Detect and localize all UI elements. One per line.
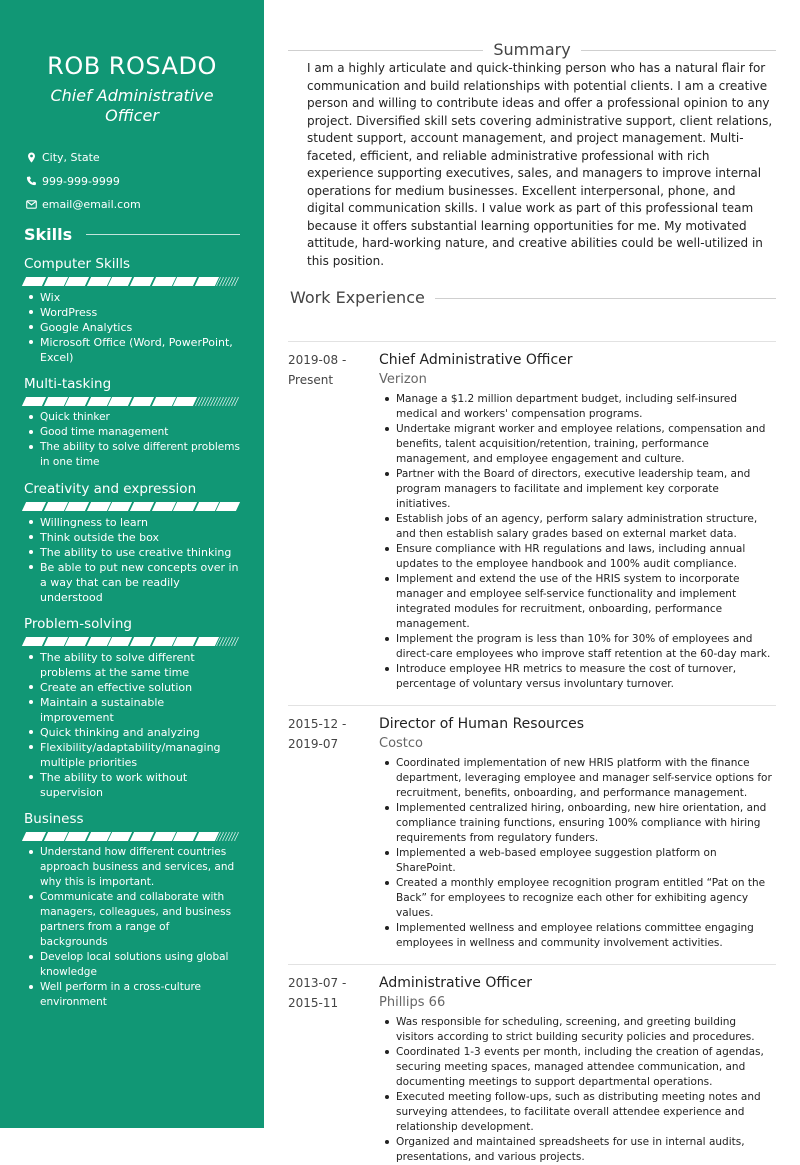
skills-heading-label: Skills [24, 224, 73, 244]
job-title: Director of Human Resources [379, 716, 585, 732]
skill-level-segment [43, 832, 67, 841]
skill-level-segment [65, 277, 89, 286]
job-bullet: Manage a $1.2 million department budget, including self-insured medical and workers' compensation programs. [383, 392, 776, 422]
skill-item: Well perform in a cross-culture environment [28, 980, 240, 1010]
phone-text: 999-999-9999 [42, 174, 120, 188]
candidate-name: ROB ROSADO [47, 52, 217, 80]
skill-level-segment [87, 397, 111, 406]
job-date-start: 2019-08 - [288, 353, 347, 367]
skill-block [24, 810, 240, 1010]
skill-level-segment [173, 277, 197, 286]
skill-level-segment [22, 277, 46, 286]
skill-level-segment [130, 277, 154, 286]
skill-level-segment [216, 277, 240, 286]
job-date-end: Present [288, 373, 334, 387]
skill-item: Microsoft Office (Word, PowerPoint, Excel) [28, 335, 240, 365]
skill-level-segment [65, 502, 89, 511]
skill-level-segment [195, 637, 219, 646]
job-bullet: Implement and extend the use of the HRIS system to incorporate manager and employee self-service functionality and implement integrated modules for recruitment, onboarding, performance management. [383, 572, 776, 632]
job-bullet: Implemented centralized hiring, onboarding, new hire orientation, and compliance training functions, ensuring 100% compliance with hiring requirements from regulatory funders. [383, 801, 776, 846]
job-bullet-list [379, 756, 776, 951]
skill-name: Computer Skills [24, 255, 131, 272]
skill-level-segment [195, 397, 219, 406]
skill-item: Develop local solutions using global knowledge [28, 950, 240, 980]
skill-item-list [24, 650, 240, 800]
skill-level-segment [108, 502, 132, 511]
skill-level-segment [130, 832, 154, 841]
skill-item: Be able to put new concepts over in a way that can be readily understood [28, 560, 240, 605]
summary-text: I am a highly articulate and quick-thinking person who has a natural flair for communication and build relationships with potential clients. I am a creative person and willing to contribute ideas and offer a professional opinion to any project. Diversified skill sets covering administrative support, client relations, student support, account management, and project management. Multi-faceted, efficient, and reliable administrative professional with rich experience supporting executives, sales, and managers to improve internal operations for medium businesses. Excellent interpersonal, phone, and digital communication skills. I value work as part of this professional team because it offers substantial learning opportunities for me. My motivated attitude, hard-working nature, and creative abilities could be well-utilized in this position. [307, 61, 773, 268]
skill-item: The ability to solve different problems at the same time [28, 650, 240, 680]
skill-level-segment [65, 832, 89, 841]
skill-name: Multi-tasking [24, 375, 112, 392]
skills-list [24, 255, 240, 1010]
skill-item: WordPress [28, 305, 240, 320]
skill-level-segment [87, 277, 111, 286]
candidate-title: Chief Administrative Officer [50, 86, 214, 125]
skill-level-segment [87, 637, 111, 646]
job-bullet: Implemented a web-based employee suggestion platform on SharePoint. [383, 846, 776, 876]
job-bullet-list [379, 392, 776, 692]
location-pin-icon [26, 152, 37, 163]
skill-level-segment [108, 832, 132, 841]
job-dates [288, 973, 379, 1165]
sidebar [0, 0, 264, 1128]
skill-block [24, 375, 240, 470]
skill-level-segment [108, 637, 132, 646]
job-bullet: Implemented wellness and employee relations committee engaging employees in wellness and community involvement activities. [383, 921, 776, 951]
skill-item: Quick thinking and analyzing [28, 725, 240, 740]
skill-level-meter [24, 832, 238, 841]
skill-level-meter [24, 277, 238, 286]
summary-rule-left [288, 50, 483, 51]
skill-level-segment [130, 637, 154, 646]
skill-block [24, 615, 240, 800]
work-heading-label: Work Experience [290, 288, 425, 307]
skill-level-segment [130, 397, 154, 406]
skill-level-segment [65, 397, 89, 406]
skill-level-segment [22, 397, 46, 406]
skill-level-segment [151, 397, 175, 406]
skill-level-segment [43, 397, 67, 406]
skill-level-segment [216, 637, 240, 646]
job-title: Chief Administrative Officer [379, 352, 573, 368]
skill-level-segment [195, 502, 219, 511]
skill-level-segment [151, 832, 175, 841]
skill-item: Wix [28, 290, 240, 305]
contact-email[interactable] [24, 193, 240, 217]
job-bullet: Establish jobs of an agency, perform salary administration structure, and then establish salary grades based on external market data. [383, 512, 776, 542]
skill-level-segment [216, 832, 240, 841]
skill-level-segment [173, 832, 197, 841]
skill-level-segment [216, 397, 240, 406]
skill-level-segment [43, 637, 67, 646]
work-heading [288, 288, 776, 308]
contact-location [24, 146, 240, 170]
skill-item-list [24, 290, 240, 365]
job-bullet: Executed meeting follow-ups, such as distributing meeting notes and surveying attendees, to facilitate overall attendee experience and relationship development. [383, 1090, 776, 1135]
location-text: City, State [42, 151, 100, 165]
skill-level-segment [173, 502, 197, 511]
skill-item: Good time management [28, 425, 240, 440]
job-bullet: Coordinated 1-3 events per month, including the creation of agendas, securing meeting spaces, managed attendee communication, and documenting meetings to support departmental operations. [383, 1045, 776, 1090]
skill-item-list [24, 845, 240, 1010]
job-bullet: Undertake migrant worker and employee relations, compensation and benefits, talent acquisition/retention, training, performance management, and employee engagement and culture. [383, 422, 776, 467]
contact-phone [24, 170, 240, 194]
skill-item: Flexibility/adaptability/managing multiple priorities [28, 740, 240, 770]
skill-item: Think outside the box [28, 530, 240, 545]
job-title: Administrative Officer [379, 975, 532, 991]
job-dates [288, 350, 379, 692]
envelope-icon [26, 199, 37, 210]
job-body [379, 973, 776, 1165]
skill-level-meter [24, 502, 238, 511]
job-date-end: 2019-07 [288, 737, 339, 751]
skill-level-segment [22, 832, 46, 841]
skill-name: Problem-solving [24, 615, 132, 632]
skill-level-segment [216, 502, 240, 511]
skill-item-list [24, 515, 240, 605]
job-company: Verizon [379, 372, 427, 387]
job-list [288, 341, 776, 1165]
skill-item: Quick thinker [28, 410, 240, 425]
skill-level-segment [43, 277, 67, 286]
job-entry [288, 341, 776, 692]
work-heading-rule [435, 298, 776, 299]
summary-heading [288, 40, 776, 60]
job-bullet-list [379, 1015, 776, 1165]
skill-level-segment [151, 277, 175, 286]
skill-level-segment [108, 277, 132, 286]
job-company: Phillips 66 [379, 995, 446, 1010]
job-entry [288, 964, 776, 1165]
summary-rule-right [581, 50, 776, 51]
skill-level-segment [151, 502, 175, 511]
email-text[interactable]: email@email.com [42, 198, 141, 212]
skill-level-segment [195, 277, 219, 286]
skill-name: Business [24, 810, 84, 827]
skills-heading [24, 225, 240, 245]
job-date-start: 2013-07 - [288, 976, 347, 990]
skill-level-segment [22, 502, 46, 511]
job-body [379, 714, 776, 951]
skill-level-segment [87, 832, 111, 841]
skill-block [24, 480, 240, 605]
skill-item: Understand how different countries approach business and services, and why this is important. [28, 845, 240, 890]
skill-name: Creativity and expression [24, 480, 197, 497]
skill-item: The ability to work without supervision [28, 770, 240, 800]
job-date-end: 2015-11 [288, 996, 339, 1010]
skill-level-segment [195, 832, 219, 841]
skills-heading-rule [86, 234, 240, 235]
skill-item: Google Analytics [28, 320, 240, 335]
job-dates [288, 714, 379, 951]
skill-item-list [24, 410, 240, 470]
skill-level-segment [173, 397, 197, 406]
skill-item: Maintain a sustainable improvement [28, 695, 240, 725]
main-content [288, 0, 776, 1165]
job-body [379, 350, 776, 692]
skill-block [24, 255, 240, 365]
skill-level-segment [22, 637, 46, 646]
job-bullet: Created a monthly employee recognition program entitled “Pat on the Back” for employees to recognize each other for exhibiting agency values. [383, 876, 776, 921]
skill-item: Communicate and collaborate with managers, colleagues, and business partners from a range of backgrounds [28, 890, 240, 950]
skill-level-segment [87, 502, 111, 511]
job-bullet: Ensure compliance with HR regulations and laws, including annual updates to the employee handbook and 100% audit compliance. [383, 542, 776, 572]
job-company: Costco [379, 736, 424, 751]
skill-level-segment [65, 637, 89, 646]
skill-level-meter [24, 397, 238, 406]
skill-item: The ability to solve different problems in one time [28, 440, 240, 470]
job-bullet: Implement the program is less than 10% for 30% of employees and direct-care employees who improve staff retention at the 60-day mark. [383, 632, 776, 662]
job-bullet: Organized and maintained spreadsheets for use in internal audits, presentations, and various projects. [383, 1135, 776, 1165]
job-bullet: Was responsible for scheduling, screening, and greeting building visitors according to strict building security policies and procedures. [383, 1015, 776, 1045]
skill-level-segment [173, 637, 197, 646]
skill-item: The ability to use creative thinking [28, 545, 240, 560]
job-bullet: Coordinated implementation of new HRIS platform with the finance department, leveraging employee and manager self-service options for recruitment, benefits, onboarding, and performance management. [383, 756, 776, 801]
phone-icon [26, 176, 37, 187]
skill-level-segment [130, 502, 154, 511]
summary-heading-label: Summary [493, 40, 571, 59]
skill-level-segment [108, 397, 132, 406]
contact-list [24, 146, 240, 217]
skill-level-meter [24, 637, 238, 646]
job-date-start: 2015-12 - [288, 717, 347, 731]
job-bullet: Partner with the Board of directors, executive leadership team, and program managers to facilitate and implement key corporate initiatives. [383, 467, 776, 512]
skill-level-segment [151, 637, 175, 646]
job-entry [288, 705, 776, 951]
skill-item: Create an effective solution [28, 680, 240, 695]
skill-level-segment [43, 502, 67, 511]
skill-item: Willingness to learn [28, 515, 240, 530]
job-bullet: Introduce employee HR metrics to measure the cost of turnover, percentage of voluntary versus involuntary turnover. [383, 662, 776, 692]
